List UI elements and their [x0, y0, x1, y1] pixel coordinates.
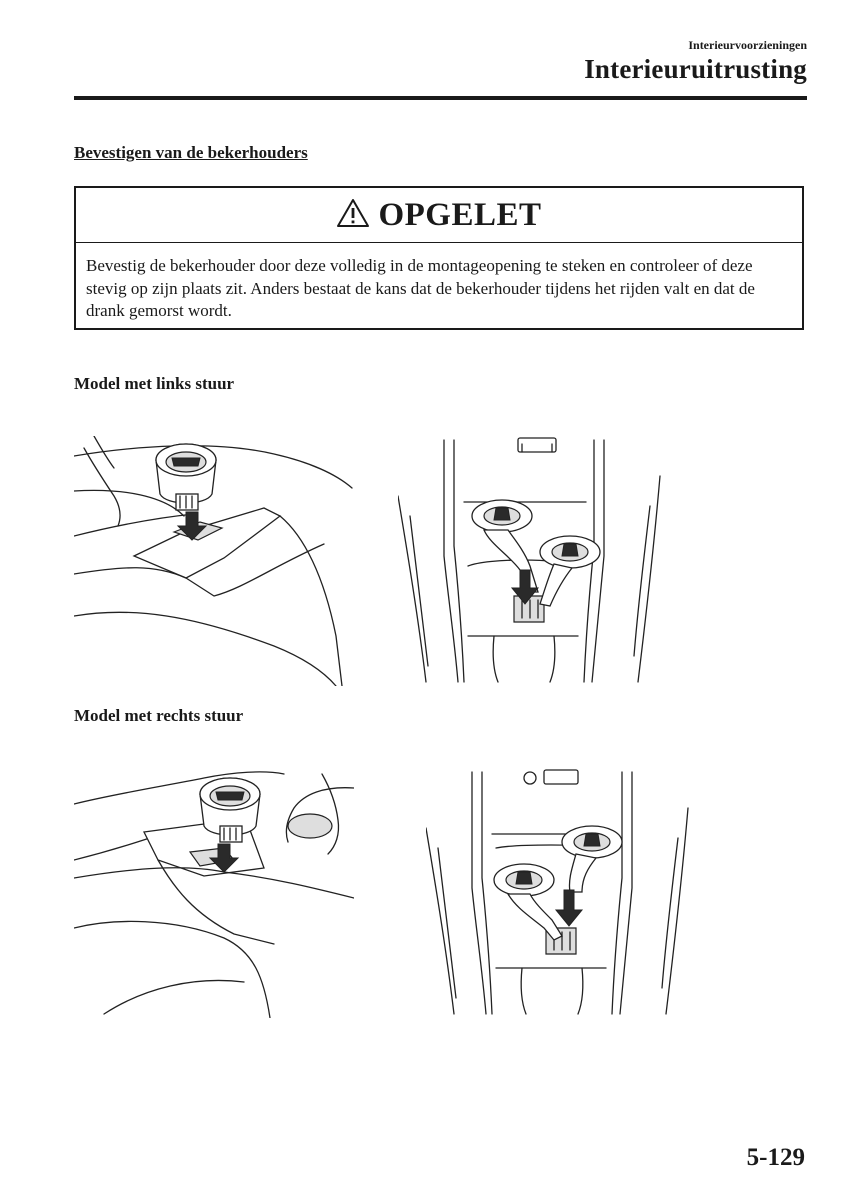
warning-box	[74, 186, 804, 330]
page-title: Interieuruitrusting	[584, 54, 807, 84]
rhd-console-side-illustration	[74, 768, 354, 1018]
lhd-console-side-illustration	[74, 436, 354, 686]
section-heading: Bevestigen van de bekerhouders	[74, 143, 308, 162]
rhd-console-top-illustration	[426, 768, 696, 1018]
chapter-label: Interieurvoorzieningen	[688, 38, 807, 52]
warning-triangle-icon	[336, 198, 370, 233]
lhd-console-top-illustration	[398, 436, 668, 686]
subheading-lhd: Model met links stuur	[74, 374, 235, 393]
subheading-rhd: Model met rechts stuur	[74, 706, 244, 725]
warning-text: Bevestig de bekerhouder door deze volledig in de montageopening te steken en controleer of deze stevig op zijn plaats zit. Anders bestaat de kans dat de bekerhouder tijdens het rijden valt en dat de drank gemorst wordt.	[86, 256, 755, 320]
warning-header	[76, 188, 802, 243]
header-divider	[74, 96, 807, 100]
warning-title: OPGELET	[378, 196, 542, 233]
page-number: 5-129	[746, 1144, 805, 1171]
